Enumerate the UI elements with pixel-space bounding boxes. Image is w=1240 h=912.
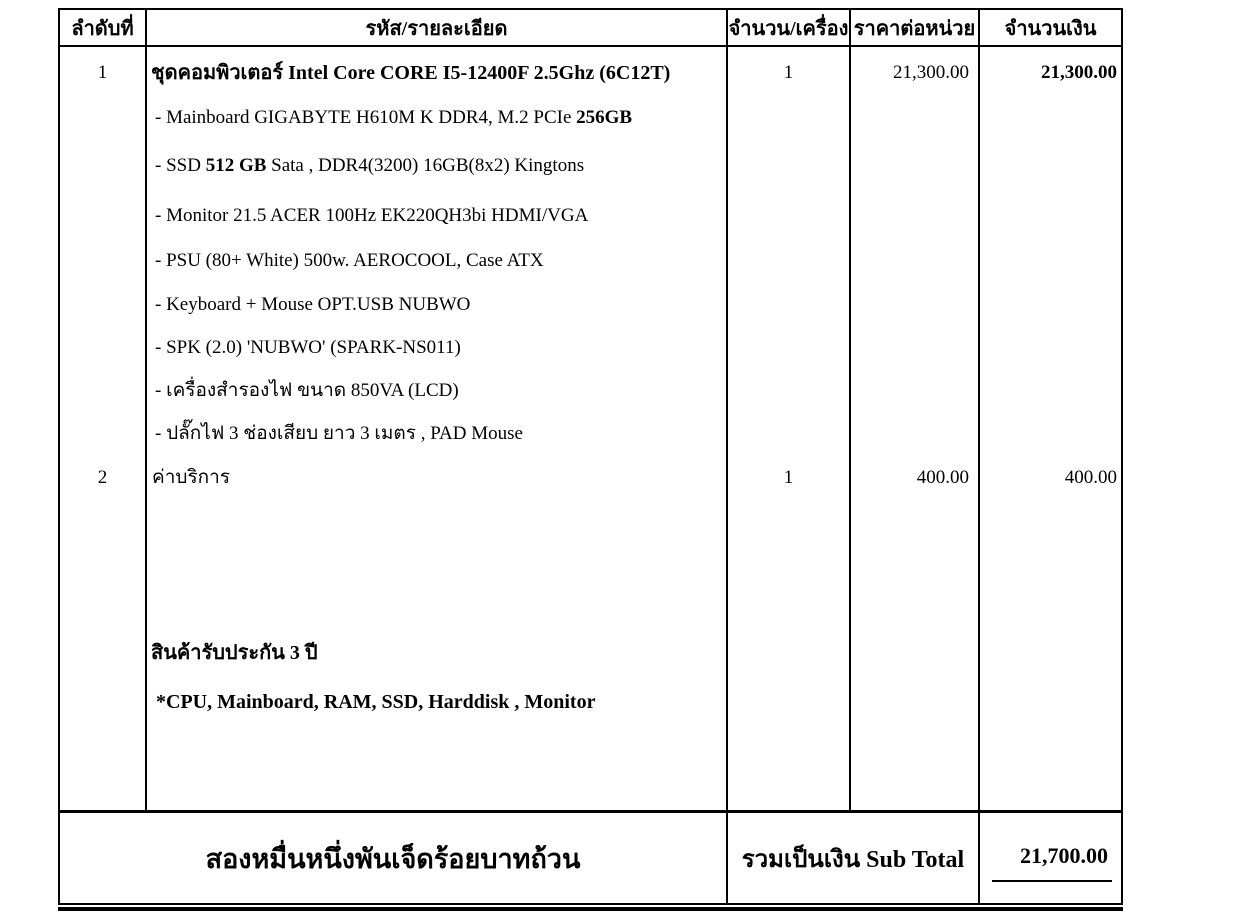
warranty-note: สินค้ารับประกัน 3 ปี — [151, 642, 318, 664]
detail-text: - SSD — [155, 155, 206, 176]
detail-text: Sata , DDR4(3200) 16GB(8x2) Kingtons — [266, 155, 585, 176]
amount-in-words: สองหมื่นหนึ่งพันเจ็ดร้อยบาทถ้วน — [205, 843, 581, 874]
item2-unit-price: 400.00 — [916, 467, 969, 488]
header-cell-amount: จำนวนเงิน — [1004, 17, 1097, 40]
item1-no: 1 — [97, 62, 108, 83]
subtotal-label: รวมเป็นเงิน Sub Total — [741, 846, 965, 873]
detail-text-bold: 256GB — [576, 107, 633, 128]
item1-detail-keyboard — [155, 292, 470, 318]
amount-in-words-cell — [60, 813, 728, 903]
item1-unit-price: 21,300.00 — [893, 62, 969, 83]
item1-detail-powerstrip — [155, 421, 523, 447]
item2-title: ค่าบริการ — [152, 467, 231, 488]
invoice-table — [58, 8, 1123, 911]
item2-qty: 1 — [783, 467, 794, 488]
detail-text: - Monitor 21.5 ACER 100Hz EK220QH3bi HDMI/VGA — [155, 205, 589, 226]
item1-qty: 1 — [783, 62, 794, 83]
table-footer-row — [58, 810, 1123, 905]
item1-detail-ups — [155, 378, 459, 404]
item1-amount: 21,300.00 — [1041, 62, 1117, 83]
header-cell-quantity: จำนวน/เครื่อง — [728, 10, 851, 45]
item1-title: ชุดคอมพิวเตอร์ Intel Core CORE I5-12400F 2.5Ghz (6C12T) — [151, 62, 671, 84]
item1-detail-mainboard — [155, 105, 632, 131]
subtotal-underline — [992, 880, 1112, 882]
detail-text: - เครื่องสำรองไฟ ขนาด 850VA (LCD) — [155, 380, 459, 401]
column-amount — [980, 47, 1121, 810]
bottom-double-rule — [58, 907, 1123, 911]
detail-text: - PSU (80+ White) 500w. AEROCOOL, Case ATX — [155, 250, 544, 271]
column-quantity — [728, 47, 851, 810]
subtotal-label-cell — [728, 813, 980, 903]
column-no — [60, 47, 147, 810]
item1-detail-psu — [155, 248, 544, 274]
detail-text-bold: 512 GB — [205, 155, 267, 176]
subtotal-value-cell — [980, 813, 1121, 903]
header-cell-unit-price: ราคาต่อหน่วย — [851, 10, 980, 45]
subtotal-value: 21,700.00 — [1020, 843, 1108, 868]
table-body — [58, 47, 1123, 810]
item1-detail-speaker — [155, 335, 461, 361]
detail-text: - Mainboard GIGABYTE H610M K DDR4, M.2 PCIe — [155, 107, 577, 128]
item2-no: 2 — [97, 467, 108, 488]
detail-text: - SPK (2.0) 'NUBWO' (SPARK-NS011) — [155, 337, 461, 358]
warranty-covered-parts: *CPU, Mainboard, RAM, SSD, Harddisk , Monitor — [156, 691, 596, 713]
header-cell-no: ลำดับที่ — [60, 10, 147, 45]
item1-detail-monitor — [155, 203, 588, 229]
table-header-row — [58, 8, 1123, 47]
detail-text: - Keyboard + Mouse OPT.USB NUBWO — [155, 294, 471, 315]
item2-amount: 400.00 — [1064, 467, 1117, 488]
header-cell-description: รหัส/รายละเอียด — [147, 10, 728, 45]
column-unit-price — [851, 47, 980, 810]
column-description — [147, 47, 728, 810]
detail-text: - ปลั๊กไฟ 3 ช่องเสียบ ยาว 3 เมตร , PAD Mouse — [155, 423, 523, 444]
item1-detail-ssd — [155, 153, 584, 179]
